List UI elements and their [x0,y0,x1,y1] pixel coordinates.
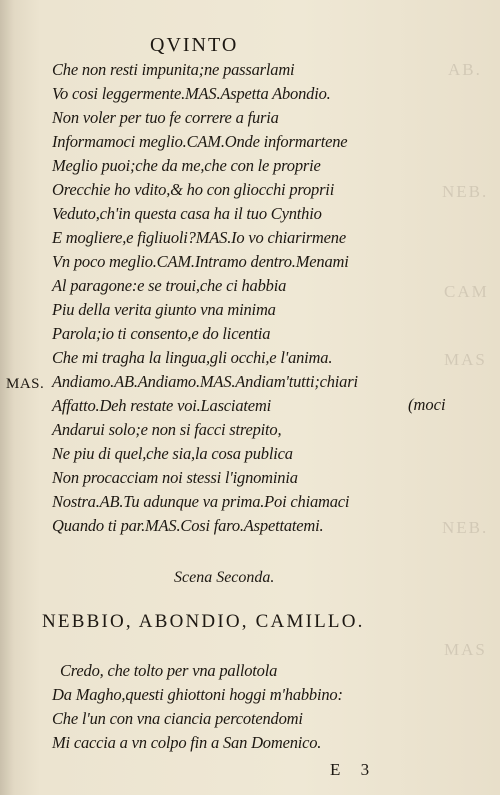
show-through-text: NEB. [442,182,489,201]
verse-line: Vo cosi leggermente.MAS.Aspetta Abondio. [52,84,331,103]
verse-line: Al paragone:e se troui,che ci habbia [52,276,287,295]
verse-line: Da Magho,questi ghiottoni hoggi m'habbino: [52,685,343,704]
verse-line: Quando ti par.MAS.Cosi faro.Aspettatemi. [52,516,324,535]
signature-mark: E 3 [330,760,378,779]
verse-line: Meglio puoi;che da me,che con le proprie [52,156,321,175]
show-through-text: MAS [444,350,487,369]
verse-line: Orecchie ho vdito,& ho con gliocchi proprii [52,180,335,199]
verse-line: Informamoci meglio.CAM.Onde informartene [52,132,348,151]
show-through-text: NEB. [442,518,489,537]
verse-line: Credo, che tolto per vna pallotola [60,661,278,680]
verse-line: Che l'un con vna ciancia percotendomi [52,709,303,728]
verse-line: Parola;io ti consento,e do licentia [52,324,271,343]
show-through-text: AB. [448,60,482,79]
verse-line: Nostra.AB.Tu adunque va prima.Poi chiamaci [52,492,350,511]
verse-line: Che mi tragha la lingua,gli occhi,e l'anima. [52,348,333,367]
verse-line: E mogliere,e figliuoli?MAS.Io vo chiarirmene [52,228,346,247]
verse-line: Non procacciam noi stessi l'ignominia [52,468,298,487]
verse-line: Che non resti impunita;ne passarlami [52,60,295,79]
show-through-text: CAM [444,282,489,301]
verse-line: Mi caccia a vn colpo fin a San Domenico. [52,733,322,752]
show-through-text: MAS [444,640,487,659]
verse-line: Andarui solo;e non si facci strepito, [52,420,282,439]
verse-line: Veduto,ch'in questa casa ha il tuo Cynthio [52,204,322,223]
verse-line: Non voler per tuo fe correre a furia [52,108,279,127]
verse-line: Ne piu di quel,che sia,la cosa publica [52,444,293,463]
speaker-label: MAS. [6,376,45,392]
character-list: NEBBIO, ABONDIO, CAMILLO. [42,611,365,632]
verse-line: Affatto.Deh restate voi.Lasciatemi [52,396,271,415]
running-head: QVINTO [150,34,239,56]
verse-line: Vn poco meglio.CAM.Intramo dentro.Menami [52,252,349,271]
scene-title: Scena Seconda. [174,569,275,586]
turnover-word: (moci [408,395,446,414]
verse-line: Piu della verita giunto vna minima [52,300,276,319]
verse-line: Andiamo.AB.Andiamo.MAS.Andiam'tutti;chiari [52,372,358,391]
